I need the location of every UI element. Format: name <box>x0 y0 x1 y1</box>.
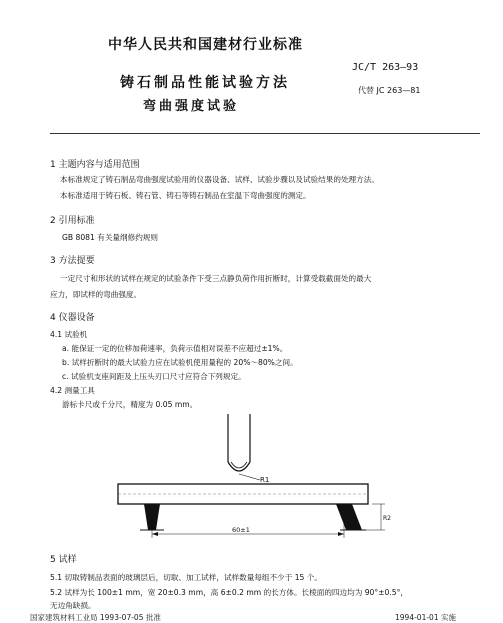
document-title: 铸石制品性能试验方法 <box>120 75 290 91</box>
section-5-1-text: 5.1 切取铸制品表面的玻璃层后，切取、加工试样，试样数量每组不少于 15 个。 <box>50 573 322 582</box>
section-4-heading: 4 仪器设备 <box>50 313 95 323</box>
issuing-body: 中华人民共和国建材行业标准 <box>108 37 303 53</box>
section-3-line-2: 应力，即试样的弯曲强度。 <box>50 290 142 299</box>
section-4-1-item-b: b. 试样折断时的最大试验力应在试验机使用量程的 20%～80%之间。 <box>62 358 298 367</box>
height-dimension <box>362 504 385 530</box>
standard-code: JC/T 263—93 <box>352 62 419 73</box>
section-1-line-2: 本标准适用于铸石板、铸石管、铸石等铸石制品在室温下弯曲强度的测定。 <box>60 191 311 200</box>
approval-note: 国家建筑材料工业局 1993-07-05 批准 <box>30 613 161 622</box>
section-5-2-text-cont: 无边角缺损。 <box>50 601 96 610</box>
header-divider <box>50 133 480 134</box>
section-2-line-1: GB 8081 有关量纲修约规则 <box>62 233 158 242</box>
r1-leader-line <box>239 474 260 480</box>
section-5-2-text: 5.2 试样为长 100±1 mm，宽 20±0.3 mm，高 6±0.2 mm 的长方体。长棱面的四边均为 90°±0.5°， <box>50 588 409 597</box>
r1-label: R1 <box>260 476 270 484</box>
span-label: 60±1 <box>232 526 250 534</box>
section-3-line-1: 一定尺寸和形状的试样在规定的试验条件下受三点静负荷作用折断时，计算受载截面处的最大 <box>60 274 372 283</box>
section-1-line-1: 本标准规定了铸石制品弯曲强度试验用的仪器设备、试样、试验步骤以及试验结果的处理方法。 <box>60 175 379 184</box>
section-4-1-heading: 4.1 试验机 <box>50 330 88 339</box>
loading-head <box>228 414 250 471</box>
section-3-heading: 3 方法提要 <box>50 256 95 266</box>
section-1-heading: 1 主题内容与适用范围 <box>50 160 140 170</box>
r2-label: R2 <box>383 515 391 522</box>
effective-date: 1994-01-01 实施 <box>395 613 456 622</box>
bending-test-figure <box>100 412 400 542</box>
section-4-1-item-c: c. 试验机支座间距及上压头刃口尺寸应符合下列规定。 <box>62 372 246 381</box>
replaces-note: 代替 JC 263—81 <box>358 86 421 95</box>
section-4-2-heading: 4.2 测量工具 <box>50 386 95 395</box>
section-2-heading: 2 引用标准 <box>50 216 95 226</box>
right-support <box>336 504 366 530</box>
section-4-2-text: 游标卡尺或千分尺，精度为 0.05 mm。 <box>62 400 198 409</box>
section-4-1-item-a: a. 能保证一定的位移加荷速率，负荷示值相对误差不应超过±1%。 <box>62 344 288 353</box>
section-5-heading: 5 试样 <box>50 555 77 565</box>
document-subtitle: 弯曲强度试验 <box>143 99 240 114</box>
